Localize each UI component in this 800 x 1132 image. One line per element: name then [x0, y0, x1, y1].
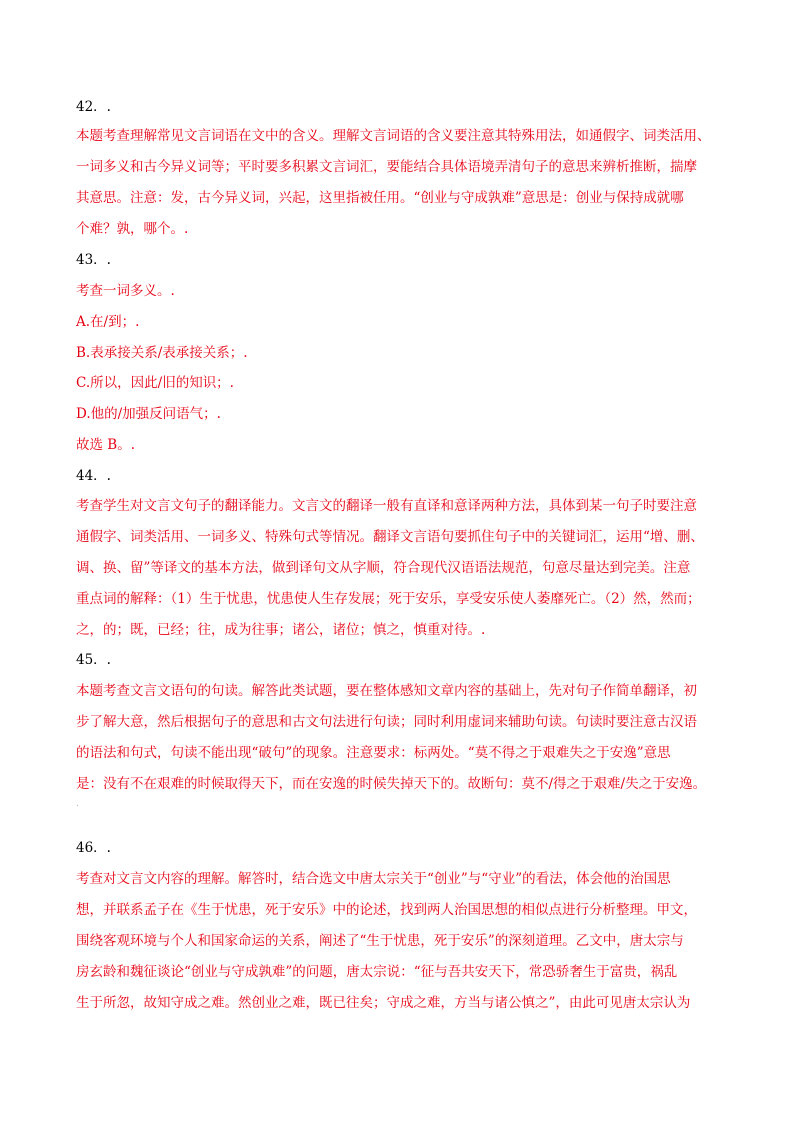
q45-line-4: 是：没有不在艰难的时候取得天下，而在安逸的时候失掉天下的。故断句：莫不/得之于艰难/失之于安逸。	[76, 776, 707, 792]
question-number-45: 45．.	[76, 652, 111, 668]
q46-line-4: 房玄龄和魏征谈论“创业与守成孰难”的问题，唐太宗说：“征与吾共安天下，常恐骄奢生于富贵，祸乱	[76, 964, 678, 980]
q45-line-1: 本题考查文言文语句的句读。解答此类试题，要在整体感知文章内容的基础上，先对句子作简单翻译，初	[76, 683, 697, 699]
q42-line-4: 个难？孰，哪个。.	[76, 221, 189, 237]
q44-line-5: 之，的；既，已经；往，成为往事；诸公，诸位；慎之，慎重对待。.	[76, 622, 486, 638]
q42-line-1: 本题考查理解常见文言词语在文中的含义。理解文言词语的含义要注意其特殊用法，如通假字、词类活用、	[76, 128, 711, 144]
question-number-42: 42．.	[76, 99, 111, 115]
q44-line-4: 重点词的解释：（1）生于忧患，忧患使人生存发展；死于安乐，享受安乐使人萎靡死亡。（2）然，然而；	[76, 591, 701, 607]
q44-line-3: 调、换、留”等译文的基本方法，做到译句文从字顺，符合现代汉语语法规范，句意尽量达到完美。注意	[76, 560, 691, 576]
q44-line-2: 通假字、词类活用、一词多义、特殊句式等情况。翻译文言语句要抓住句子中的关键词汇，运用“增、删、	[76, 529, 704, 545]
q45-line-2: 步了解大意，然后根据句子的意思和古文句法进行句读；同时利用虚词来辅助句读。句读时要注意古汉语	[76, 714, 697, 730]
question-number-43: 43．.	[76, 252, 111, 268]
q45-trailing-mark: .	[76, 799, 79, 809]
q43-line-1: 考查一词多义。.	[76, 283, 175, 299]
q43-option-d: D.他的/加强反问语气；.	[76, 406, 221, 422]
q46-line-5: 生于所忽，故知守成之难。然创业之难，既已往矣；守成之难，方当与诸公慎之”，由此可见唐太宗认为	[76, 995, 691, 1011]
question-number-44: 44．.	[76, 468, 111, 484]
q42-line-3: 其意思。注意：发，古今异义词，兴起，这里指被任用。“创业与守成孰难”意思是：创业与保持成就哪	[76, 190, 684, 206]
q43-answer: 故选 B。.	[76, 437, 136, 453]
q43-option-b: B.表承接关系/表承接关系；.	[76, 345, 248, 361]
q43-option-a: A.在/到；.	[76, 314, 140, 330]
q44-line-1: 考查学生对文言文句子的翻译能力。文言文的翻译一般有直译和意译两种方法，具体到某一句子时要注意	[76, 498, 697, 514]
q43-option-c: C.所以，因此/旧的知识；.	[76, 375, 234, 391]
q46-line-1: 考查对文言文内容的理解。解答时，结合选文中唐太宗关于“创业”与“守业”的看法，体会他的治国思	[76, 871, 671, 887]
q46-line-2: 想，并联系孟子在《生于忧患，死于安乐》中的论述，找到两人治国思想的相似点进行分析整理。甲文，	[76, 902, 697, 918]
q42-line-2: 一词多义和古今异义词等；平时要多积累文言词汇，要能结合具体语境弄清句子的意思来辨析推断，揣摩	[76, 159, 697, 175]
question-number-46: 46．.	[76, 840, 111, 856]
q46-line-3: 围绕客观环境与个人和国家命运的关系，阐述了“生于忧患，死于安乐”的深刻道理。乙文中，唐太宗与	[76, 933, 684, 949]
q45-line-3: 的语法和句式，句读不能出现“破句”的现象。注意要求：标两处。“莫不得之于艰难失之于安逸”意思	[76, 745, 671, 761]
